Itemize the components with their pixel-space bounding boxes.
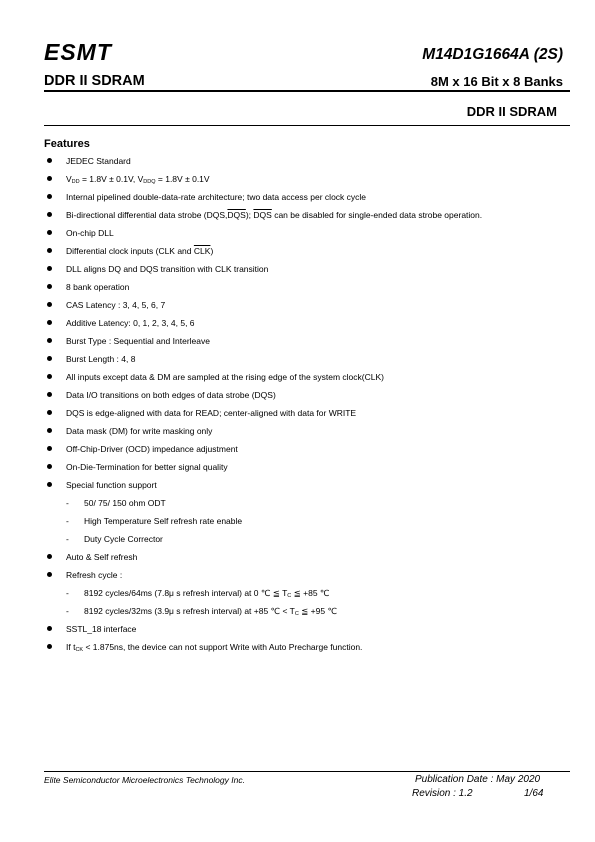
features-list — [44, 152, 570, 656]
company-logo: ESMT — [44, 39, 112, 65]
memory-organization: 8M x 16 Bit x 8 Banks — [430, 74, 563, 89]
page-subtitle: DDR II SDRAM — [466, 104, 557, 119]
footer-rule — [44, 771, 570, 772]
feature-subitem-dcc: - Duty Cycle Corrector — [66, 534, 163, 544]
feature-item-pipeline: Internal pipelined double-data-rate architecture; two data access per clock cycle — [44, 188, 570, 206]
feature-item-special: Special function support — [44, 476, 570, 494]
feature-item-refresh: Refresh cycle : — [44, 566, 570, 584]
feature-item-dm: Data mask (DM) for write masking only — [44, 422, 570, 440]
footer-company: Elite Semiconductor Microelectronics Technology Inc. — [44, 775, 245, 785]
feature-item-dqs-aligned: DQS is edge-aligned with data for READ; center-aligned with data for WRITE — [44, 404, 570, 422]
part-number: M14D1G1664A (2S) — [422, 46, 563, 63]
feature-item-cas: CAS Latency : 3, 4, 5, 6, 7 — [44, 296, 570, 314]
feature-item-data-io: Data I/O transitions on both edges of data strobe (DQS) — [44, 386, 570, 404]
feature-item-strobe: Bi-directional differential data strobe $(DQS,\overline{DQS})$; $\overline{DQS}$ can be disabled for single-ended data strobe operation. — [44, 206, 570, 224]
feature-item-burst-type: Burst Type : Sequential and Interleave — [44, 332, 570, 350]
feature-item-clk: Differential clock inputs (CLK and $\overline{CLK}$) — [44, 242, 570, 260]
feature-subitem-odt: - 50/ 75/ 150 ohm ODT — [66, 498, 166, 508]
feature-subitem-refresh-64ms: - 8192 cycles/64ms (7.8μ s refresh interval) at 0 ℃ ≦ $T_C$ ≦ +85 ℃ — [66, 588, 330, 599]
feature-item-jedec: JEDEC Standard — [44, 152, 570, 170]
feature-item-banks: 8 bank operation — [44, 278, 570, 296]
publication-date: Publication Date : May 2020 — [415, 774, 541, 785]
feature-item-burst-length: Burst Length : 4, 8 — [44, 350, 570, 368]
document-type: DDR II SDRAM — [44, 73, 145, 89]
feature-subitem-refresh-32ms: - 8192 cycles/32ms (3.9μ s refresh interval) at +85 ℃ < $T_C$ ≦ +95 ℃ — [66, 606, 337, 617]
feature-item-ocd: Off-Chip-Driver (OCD) impedance adjustment — [44, 440, 570, 458]
feature-item-additive: Additive Latency: 0, 1, 2, 3, 4, 5, 6 — [44, 314, 570, 332]
subtitle-rule — [44, 125, 570, 126]
feature-item-odt: On-Die-Termination for better signal quality — [44, 458, 570, 476]
feature-item-vdd: $V_{DD} = 1.8V \pm 0.1V$, $V_{DDQ} = 1.8V \pm 0.1V$ — [44, 170, 570, 188]
header-rule — [44, 90, 570, 92]
features-heading: Features — [44, 138, 90, 150]
feature-subitem-self-refresh: - High Temperature Self refresh rate enable — [66, 516, 243, 526]
feature-item-dll: On-chip DLL — [44, 224, 570, 242]
feature-item-inputs: All inputs except data & DM are sampled at the rising edge of the system clock(CLK) — [44, 368, 570, 386]
feature-item-dll-align: DLL aligns DQ and DQS transition with CLK transition — [44, 260, 570, 278]
feature-item-tck: If $t_{CK} < 1.875ns$, the device can not support Write with Auto Precharge function. — [44, 638, 570, 656]
page-number: 1/64 — [524, 788, 544, 799]
feature-item-sstl: SSTL_18 interface — [44, 620, 570, 638]
revision: Revision : 1.2 — [412, 788, 473, 799]
feature-item-auto-self: Auto & Self refresh — [44, 548, 570, 566]
